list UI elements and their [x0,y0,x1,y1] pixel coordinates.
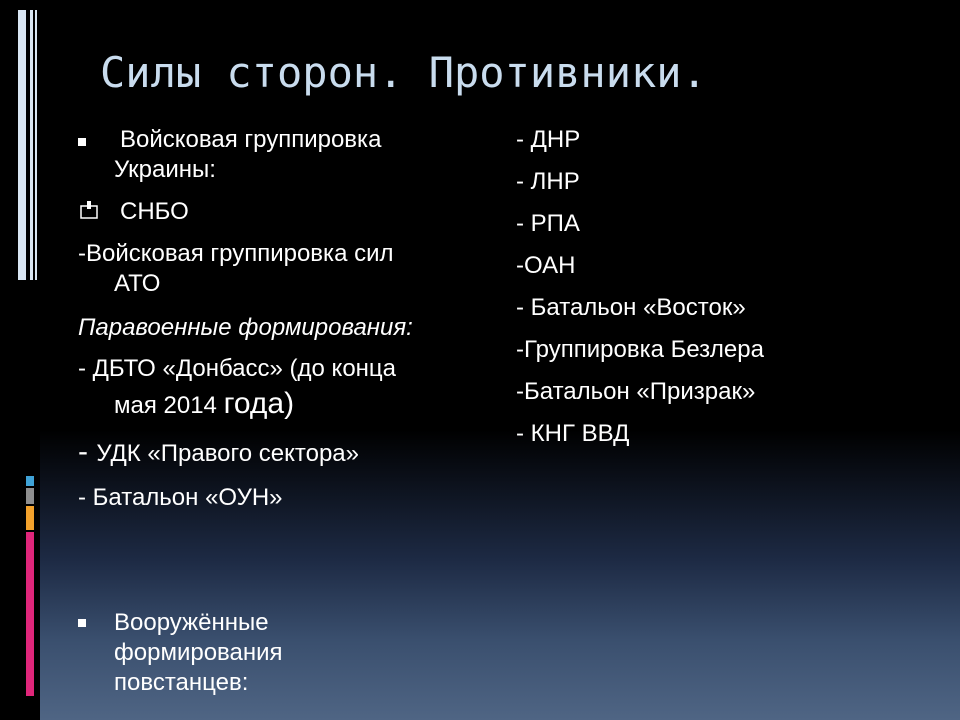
left-item-3-line-2: АТО [114,270,161,297]
left-item-6-text: УДК «Правого сектора» [96,440,359,467]
left-item-8-line-1: Вооружённые [114,609,269,636]
right-item: - ЛНР [516,168,580,195]
left-item-3-line-1: -Войсковая группировка сил [78,240,394,267]
left-item-4: Паравоенные формирования: [78,314,413,341]
slide-panel [40,0,960,720]
left-item-5-text: мая 2014 [114,392,224,419]
left-item-8-line-2: формирования [114,639,283,666]
bullet-icon [78,619,86,627]
left-item-2: СНБО [120,198,189,225]
left-item-1-line-1: Войсковая группировка [120,126,382,153]
bullet-icon [78,138,86,146]
left-item-8-line-3: повстанцев: [114,669,249,696]
left-item-1-line-2: Украины: [114,156,216,183]
right-item: -Батальон «Призрак» [516,378,756,405]
left-item-5-line-1: - ДБТО «Донбасс» (до конца [78,355,397,382]
right-item: -Группировка Безлера [516,336,764,363]
right-item: - Батальон «Восток» [516,294,746,321]
decor-stripes [18,10,38,280]
left-item-6 [78,437,359,469]
right-item: - РПА [516,210,580,237]
left-item-6-dash: - [78,435,97,468]
side-decor-band [0,0,40,720]
checkbox-bullet-icon [78,200,100,220]
left-item-5-year-word: года) [223,387,295,420]
right-item: -ОАН [516,252,576,279]
right-item: - КНГ ВВД [516,420,630,447]
decor-color-blocks [26,476,34,720]
left-item-7: - Батальон «ОУН» [78,484,283,511]
right-item: - ДНР [516,126,581,153]
slide-title: Силы сторон. Противники. [100,48,707,97]
left-item-5-line-2 [114,389,294,421]
